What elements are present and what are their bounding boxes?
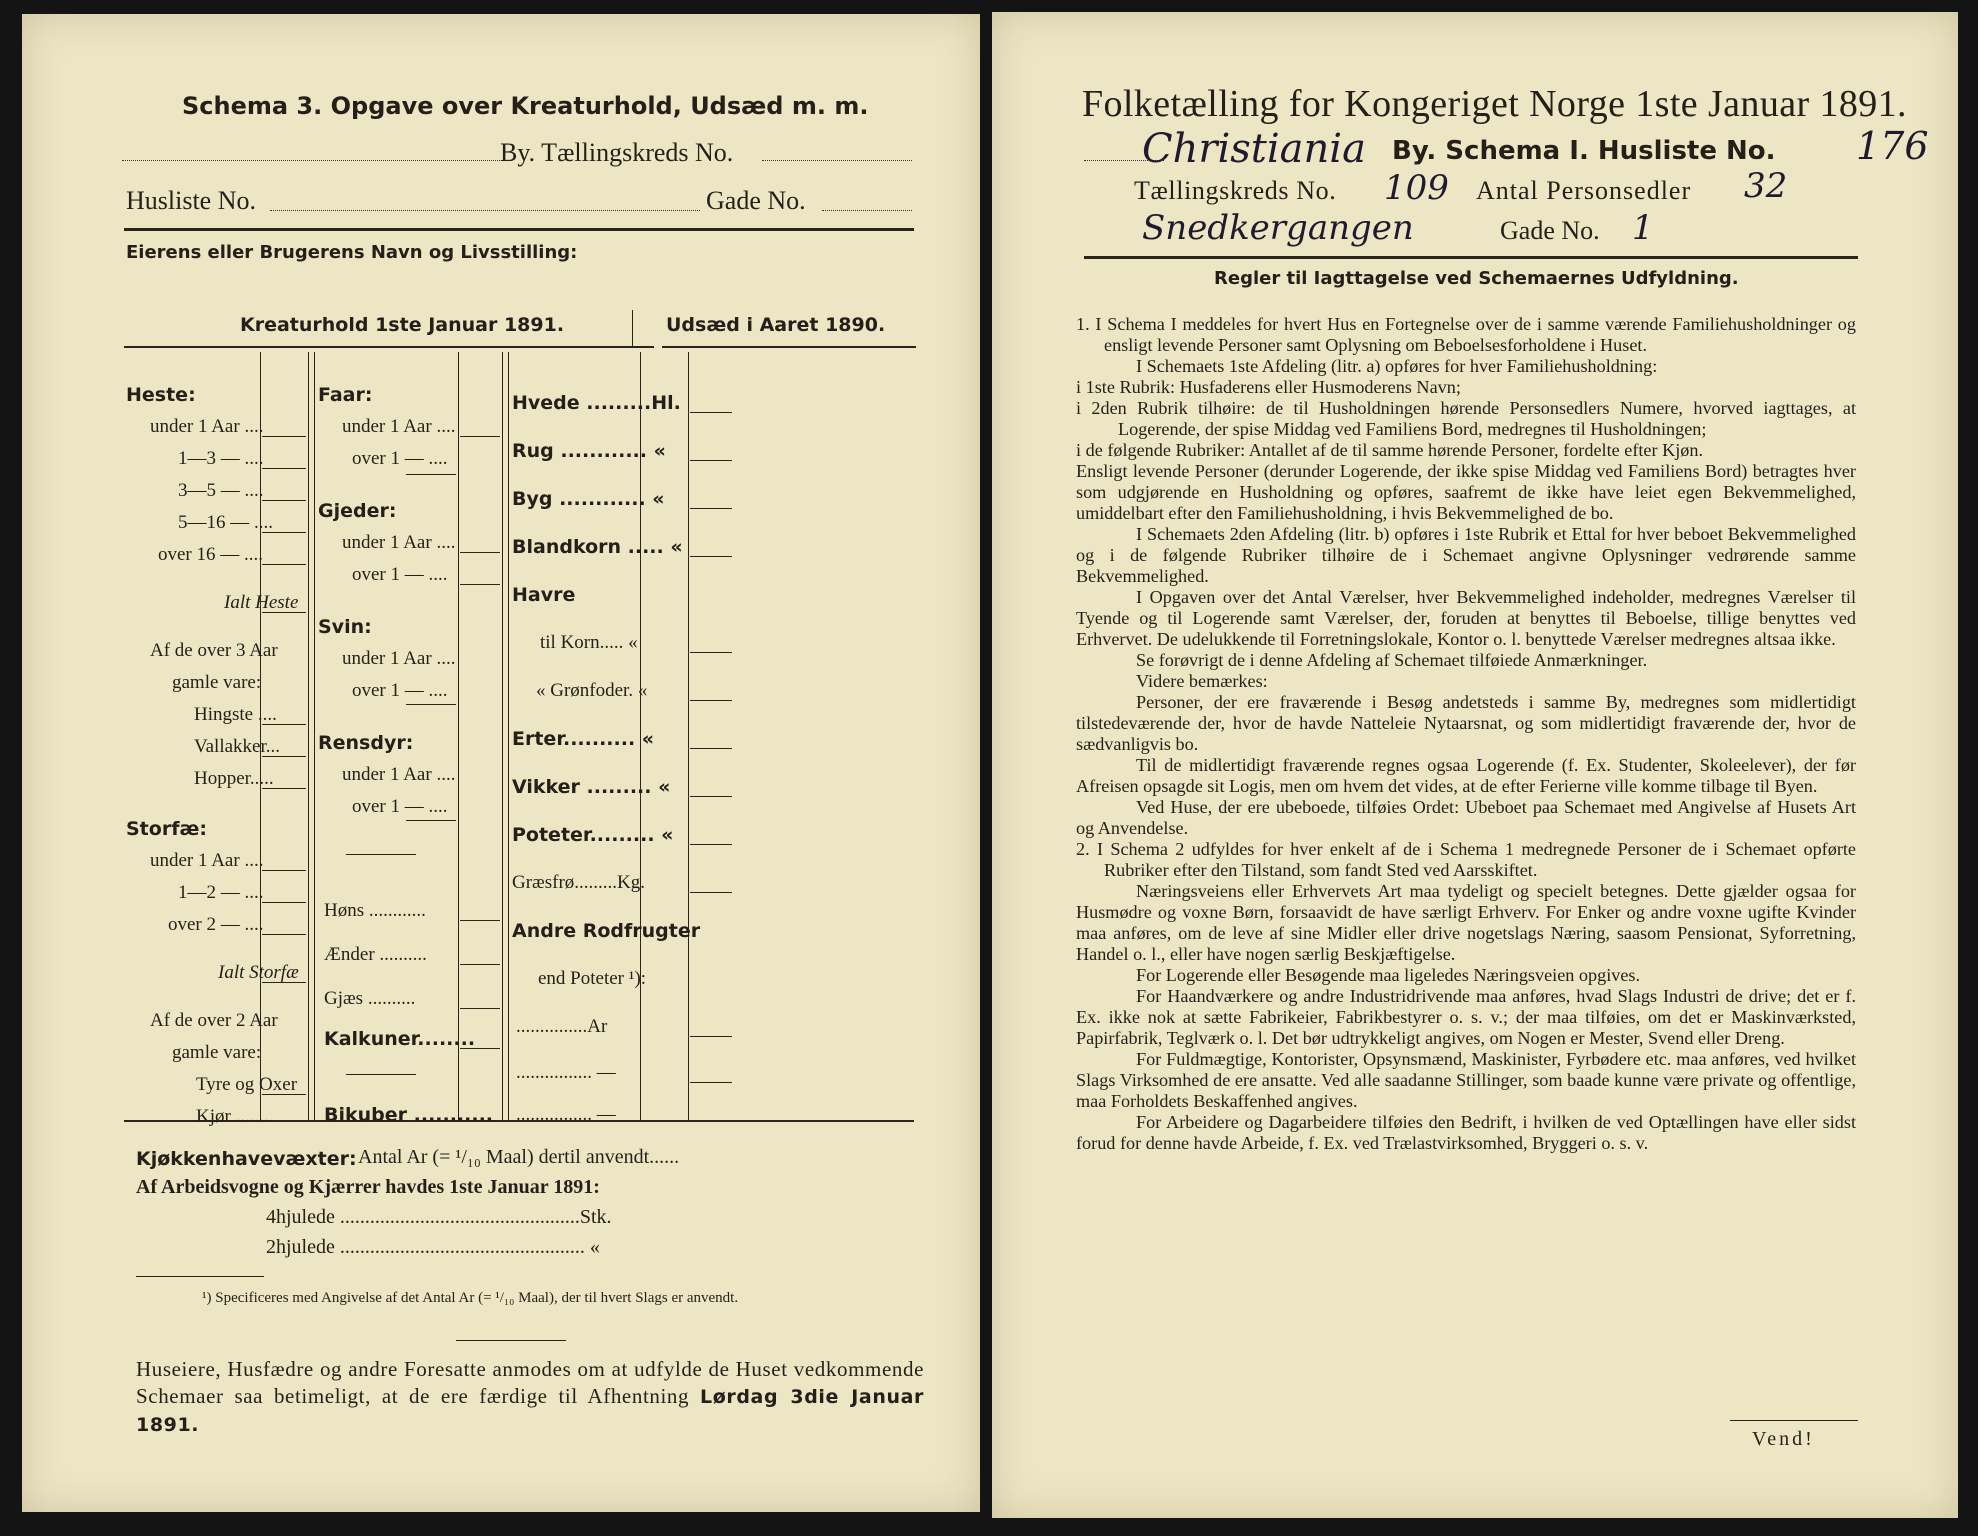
rug-row: Rug ............ « bbox=[512, 440, 666, 462]
vikker-row: Vikker ......... « bbox=[512, 776, 671, 798]
rule-para: For Logerende eller Besøgende maa ligeledes Næringsveien opgives. bbox=[1136, 965, 1641, 985]
heste-row: Hingste .... bbox=[194, 704, 277, 725]
heste-row: 5—16 — .... bbox=[178, 512, 273, 533]
storfae-row: gamle vare: bbox=[172, 1042, 262, 1063]
ialt-heste: Ialt Heste bbox=[224, 592, 299, 613]
havre-row: til Korn..... « bbox=[540, 632, 638, 653]
poteter-row: Poteter......... « bbox=[512, 824, 674, 846]
rule-1: 1. I Schema I meddeles for hvert Hus en Fortegnelse over de i samme værende Familiehusholdninger og ensligt levende Personer samt Oplysning om Beboelsesforholdene i Huset. bbox=[1076, 314, 1856, 355]
closing-date: Lørdag 3die Januar 1891. bbox=[136, 1386, 924, 1436]
eier-label: Eierens eller Brugerens Navn og Livsstilling: bbox=[126, 242, 578, 263]
storfae-row: Tyre og Oxer bbox=[196, 1074, 298, 1095]
closing-text-body: Huseiere, Husfædre og andre Foresatte anmodes om at udfylde de Huset vedkommende Schemaer saa betimeligt, at de ere færdige til Afhentning bbox=[136, 1357, 924, 1408]
right-title: Folketælling for Kongeriget Norge 1ste Januar 1891. bbox=[1082, 83, 1907, 125]
kjokken-text: Antal Ar (= ¹/₁₀ Maal) dertil anvendt...... bbox=[358, 1146, 680, 1168]
gjaes-row: Gjæs .......... bbox=[324, 988, 416, 1009]
heste-row: 1—3 — .... bbox=[178, 448, 264, 469]
gjeder-row: over 1 — .... bbox=[352, 564, 448, 585]
faar-row: over 1 — .... bbox=[352, 448, 448, 469]
by-line: By. Tællingskreds No. bbox=[500, 138, 734, 167]
rule-para: Videre bemærkes: bbox=[1136, 671, 1268, 691]
havre-label: Havre bbox=[512, 584, 576, 606]
hons-row: Høns ............ bbox=[324, 900, 426, 921]
kreatur-header: Kreaturhold 1ste Januar 1891. bbox=[240, 314, 565, 336]
rule-para: Se forøvrigt de i denne Afdeling af Schemaet tilføiede Anmærkninger. bbox=[1136, 650, 1648, 670]
rule-para: Ensligt levende Personer (derunder Logerende, der ikke spise Middag ved Familiens Bord) betragtes hver som udgjørende en Husholdning og opføres, saafremt de ikke have leiet egen Bekvemmelighed, umiddelbart efter den Familiehusholdning, i hvis Bekvemmelighed de bo. bbox=[1076, 461, 1856, 523]
gade-label: Gade No. bbox=[706, 186, 806, 215]
rules-title: Regler til Iagttagelse ved Schemaernes Udfyldning. bbox=[1214, 268, 1739, 289]
gade-label: Gade No. bbox=[1500, 216, 1600, 245]
svin-row: over 1 — .... bbox=[352, 680, 448, 701]
graesfro-row: Græsfrø.........Kg. bbox=[512, 872, 645, 893]
heste-label: Heste: bbox=[126, 384, 196, 406]
city-handwritten: Christiania bbox=[1142, 126, 1366, 172]
heste-row: over 16 — .... bbox=[158, 544, 264, 565]
kreds-handwritten: 109 bbox=[1384, 168, 1449, 208]
rule-para: I Schemaets 2den Afdeling (litr. b) opføres i 1ste Rubrik et Ettal for hver beboet Bekvemmelighed og i de følgende Rubriker tilhøire de i Schemaet angivne Oplysninger vedrørende samme Bekvemmelighed. bbox=[1076, 524, 1856, 586]
svin-label: Svin: bbox=[318, 616, 372, 638]
havre-row: « Grønfoder. « bbox=[536, 680, 648, 701]
rule-para: For Fuldmægtige, Kontorister, Opsynsmænd, Maskinister, Fyrbødere etc. maa anføres, ved hvilket Slags Virksomhed de ere ansatte. Ved alle saadanne Stillinger, som baade kunne være private og offentlige, maa Forholdets Beskaffenhed angives. bbox=[1076, 1049, 1856, 1111]
kreds-label: Tællingskreds No. bbox=[1134, 176, 1337, 205]
hjul4-row: 4hjulede ................................................Stk. bbox=[266, 1206, 612, 1228]
rodfrugter-row: ................ — bbox=[516, 1062, 616, 1083]
hjul2-row: 2hjulede ................................................. « bbox=[266, 1236, 600, 1258]
hvede-row: Hvede .........Hl. bbox=[512, 392, 681, 414]
rule-para: I Opgaven over det Antal Værelser, hver Bekvemmelighed indeholder, medregnes Værelser til Tyende og til Logerende samt Værelser, der, foruden at benyttes til Beboelse, tillige benyttes ved Erhvervet. De udelukkende til Forretningslokale, Kontor o. l. benyttede Værelser medregnes altsaa ikke. bbox=[1076, 587, 1856, 649]
rule-para: For Arbeidere og Dagarbeidere tilføies den Bedrift, i hvilken de ved Optællingen have eller sidst forud for denne havde Arbeide, f. Ex. ved Trælastvirksomhed, Bryggeri o. s. v. bbox=[1076, 1112, 1856, 1153]
rule-para: Personer, der ere fraværende i Besøg andetsteds i samme By, medregnes som midlertidigt tilstedeværende der, hvor de havde Natteleie Nytaarsnat, og som midlertidigt fraværende der, hvor de sædvanligvis bo. bbox=[1076, 692, 1856, 754]
heste-row: Vallakker... bbox=[194, 736, 281, 757]
svin-row: under 1 Aar .... bbox=[342, 648, 456, 669]
blandkorn-row: Blandkorn ..... « bbox=[512, 536, 683, 558]
rensdyr-row: under 1 Aar .... bbox=[342, 764, 456, 785]
bikuber-row: Bikuber ........... bbox=[324, 1104, 494, 1126]
ialt-storfae: Ialt Storfæ bbox=[218, 962, 299, 983]
heste-row: under 1 Aar .... bbox=[150, 416, 264, 437]
storfae-label: Storfæ: bbox=[126, 818, 207, 840]
rule-para: i 1ste Rubrik: Husfaderens eller Husmoderens Navn; bbox=[1076, 377, 1461, 397]
rensdyr-label: Rensdyr: bbox=[318, 732, 414, 754]
husliste-handwritten: 176 bbox=[1856, 124, 1929, 168]
rule-para: Næringsveiens eller Erhvervets Art maa tydeligt og specielt betegnes. Dette gjælder ogsaa for Husmødre og voxne Børn, forsaavidt de have særligt Erhverv. For Enker og andre voxne ugifte Kvinder maa anføres, om de leve af sine Midler eller drive nogetslags Næring, saasom Pensionat, Syforretning, Handel o. l., eller have nogen særlig Beskjæftigelse. bbox=[1076, 881, 1856, 964]
erter-row: Erter.......... « bbox=[512, 728, 655, 750]
vend-label: Vend! bbox=[1752, 1428, 1815, 1450]
rule-2: 2. I Schema 2 udfyldes for hver enkelt af de i Schema 1 medregnede Personer de i Schemaet opførte Rubriker efter den Tilstand, som fandt Sted ved Aarsskiftet. bbox=[1076, 839, 1856, 880]
closing-text bbox=[136, 1356, 924, 1439]
husliste-label: Husliste No. bbox=[126, 186, 256, 215]
storfae-row: over 2 — .... bbox=[168, 914, 264, 935]
udsaed-header: Udsæd i Aaret 1890. bbox=[666, 314, 886, 336]
rules-text bbox=[1076, 314, 1856, 1154]
left-title: Schema 3. Opgave over Kreaturhold, Udsæd m. m. bbox=[182, 92, 869, 120]
storfae-row: Af de over 2 Aar bbox=[150, 1010, 278, 1031]
rodfrugter-label: end Poteter ¹): bbox=[538, 968, 647, 989]
heste-row: 3—5 — .... bbox=[178, 480, 264, 501]
gjeder-row: under 1 Aar .... bbox=[342, 532, 456, 553]
antal-handwritten: 32 bbox=[1744, 166, 1788, 206]
rule-para: Ved Huse, der ere ubeboede, tilføies Ordet: Ubeboet paa Schemaet med Angivelse af Husets Art og Anvendelse. bbox=[1076, 797, 1856, 838]
rodfrugter-row: ...............Ar bbox=[516, 1016, 608, 1037]
aender-row: Ænder .......... bbox=[324, 944, 427, 965]
street-handwritten: Snedkergangen bbox=[1142, 208, 1414, 248]
arbeid-text: Af Arbeidsvogne og Kjærrer havdes 1ste Januar 1891: bbox=[136, 1176, 600, 1198]
right-page bbox=[992, 12, 1958, 1518]
rensdyr-row: over 1 — .... bbox=[352, 796, 448, 817]
storfae-row: under 1 Aar .... bbox=[150, 850, 264, 871]
kjokken-label: Kjøkkenhavevæxter: bbox=[136, 1148, 357, 1170]
heste-row: gamle vare: bbox=[172, 672, 262, 693]
gade-handwritten: 1 bbox=[1632, 208, 1654, 248]
storfae-row: Kjør ....... bbox=[196, 1106, 269, 1127]
rule-para: i 2den Rubrik tilhøire: de til Husholdningen hørende Personsedlers Numere, hvorved iagttages, at Logerende, der spise Middag ved Familiens Bord, medregnes til Husholdningen; bbox=[1076, 398, 1856, 439]
heste-row: Af de over 3 Aar bbox=[150, 640, 278, 661]
byg-row: Byg ............ « bbox=[512, 488, 665, 510]
faar-row: under 1 Aar .... bbox=[342, 416, 456, 437]
rodfrugter-label: Andre Rodfrugter bbox=[512, 920, 701, 942]
kalkuner-row: Kalkuner........ bbox=[324, 1028, 476, 1050]
rule-para: For Haandværkere og andre Industridrivende maa anføres, hvad Slags Industri de drive; det er f. Ex. ikke nok at sætte Fabrikeier, Fabrikbestyrer o. s. v.; der maa tilføies, om det er Maskinværksted, Papirfabrik, Teglværk o. l. Det bør udtrykkeligt angives, om Nogen er Mester, Svend eller Dreng. bbox=[1076, 986, 1856, 1048]
rule-para: Til de midlertidigt fraværende regnes ogsaa Logerende (f. Ex. Studenter, Skoleelever), der før Afreisen opsagde sit Logis, men om hvem det vides, at de efter Ferierne ville komme tilbage til Byen. bbox=[1076, 755, 1856, 796]
faar-label: Faar: bbox=[318, 384, 373, 406]
gjeder-label: Gjeder: bbox=[318, 500, 397, 522]
left-page bbox=[22, 14, 980, 1512]
heste-row: Hopper..... bbox=[194, 768, 274, 789]
footnote: ¹) Specificeres med Angivelse af det Antal Ar (= ¹/₁₀ Maal), der til hvert Slags er anvendt. bbox=[202, 1290, 739, 1306]
rule-para: I Schemaets 1ste Afdeling (litr. a) opføres for hver Familiehusholdning: bbox=[1136, 356, 1658, 376]
rule-para: i de følgende Rubriker: Antallet af de til samme hørende Personer, fordelte efter Kjøn. bbox=[1076, 440, 1704, 460]
by-schema-label: By. Schema I. Husliste No. bbox=[1392, 136, 1776, 166]
antal-label: Antal Personsedler bbox=[1476, 176, 1692, 205]
rodfrugter-row: ................ — bbox=[516, 1104, 616, 1125]
storfae-row: 1—2 — .... bbox=[178, 882, 264, 903]
